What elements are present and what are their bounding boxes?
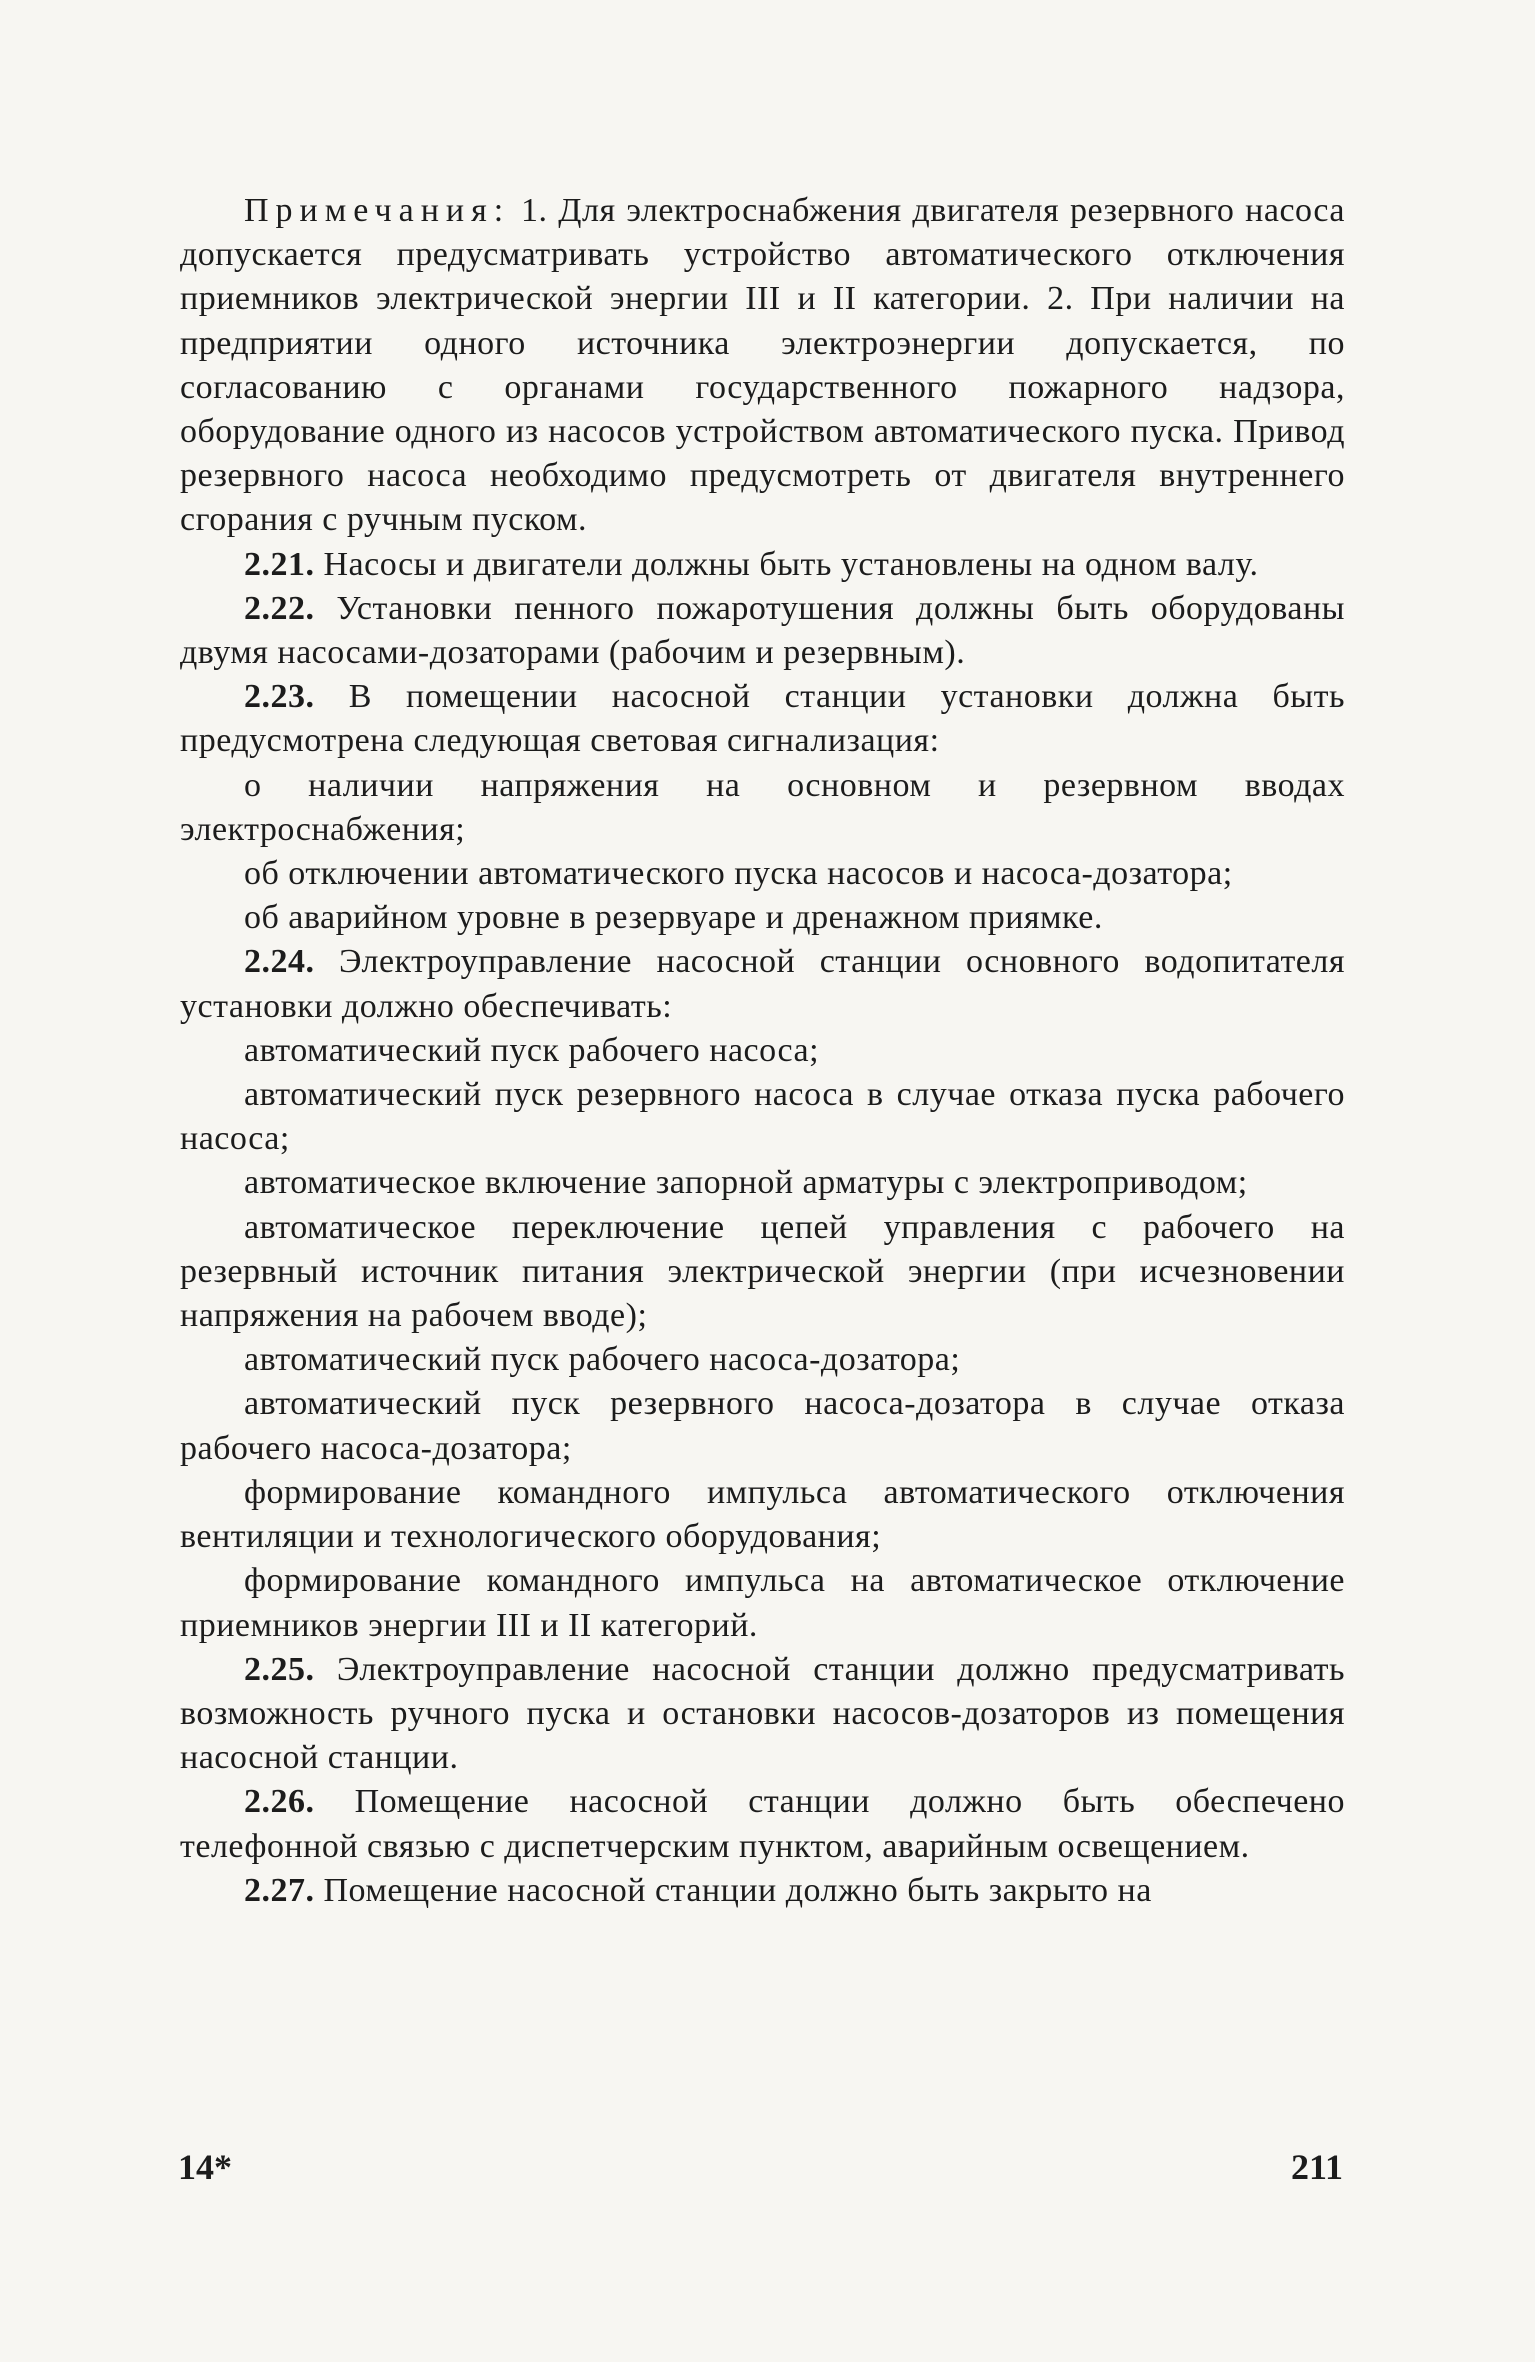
section-text: Электроуправление насосной станции должно предусматривать возможность ручного пуска и остановки насосов-дозаторов из помещения насосной станции. bbox=[180, 1650, 1345, 1777]
signature-mark: 14* bbox=[178, 2147, 232, 2187]
list-item: о наличии напряжения на основном и резервном вводах электроснабжения; bbox=[180, 766, 1345, 848]
section-number: 2.24. bbox=[244, 943, 315, 981]
section-number: 2.25. bbox=[244, 1650, 315, 1688]
section-number: 2.26. bbox=[244, 1783, 315, 1821]
page-footer bbox=[178, 2146, 1343, 2188]
list-item: автоматическое включение запорной арматуры с электроприводом; bbox=[244, 1164, 1248, 1202]
section-text: Помещение насосной станции должно быть закрыто на bbox=[314, 1871, 1152, 1909]
notes-text: 1. Для электроснабжения двигателя резервного насоса допускается предусматривать устройство автоматического отключения приемников электрической энергии III и II категории. 2. При наличии на предприятии одного источника электроэнергии допускается, по согласованию с органами государственного пожарного надзора, оборудование одного из насосов устройством автоматического пуска. Привод резервного насоса необходимо предусмотреть от двигателя внутреннего сгорания с ручным пуском. bbox=[180, 192, 1345, 539]
list-item: об отключении автоматического пуска насосов и насоса-дозатора; bbox=[244, 855, 1233, 893]
page-body bbox=[180, 189, 1345, 1913]
list-item: автоматический пуск рабочего насоса-дозатора; bbox=[244, 1341, 961, 1379]
section-2-25 bbox=[180, 1648, 1345, 1781]
section-2-24 bbox=[180, 940, 1345, 1028]
section-2-22 bbox=[180, 587, 1345, 675]
list-item: автоматический пуск рабочего насоса; bbox=[244, 1031, 820, 1069]
section-number: 2.27. bbox=[244, 1871, 315, 1909]
section-2-27 bbox=[180, 1869, 1345, 1913]
notes-label: Примечания: bbox=[244, 192, 511, 229]
section-number: 2.22. bbox=[244, 589, 315, 627]
section-2-23 bbox=[180, 675, 1345, 763]
section-text: Электроуправление насосной станции основного водопитателя установки должно обеспечивать: bbox=[180, 943, 1345, 1025]
page-number: 211 bbox=[1290, 2147, 1343, 2187]
section-text: В помещении насосной станции установки должна быть предусмотрена следующая световая сигнализация: bbox=[180, 678, 1345, 760]
section-text: Установки пенного пожаротушения должны быть оборудованы двумя насосами-дозаторами (рабочим и резервным). bbox=[180, 589, 1345, 672]
section-number: 2.23. bbox=[244, 678, 315, 716]
section-2-26 bbox=[180, 1780, 1345, 1868]
list-item: формирование командного импульса на автоматическое отключение приемников энергии III и II категорий. bbox=[180, 1562, 1345, 1644]
list-item: формирование командного импульса автоматического отключения вентиляции и технологического оборудования; bbox=[180, 1473, 1345, 1556]
list-item: автоматическое переключение цепей управления с рабочего на резервный источник питания электрической энергии (при исчезновении напряжения на рабочем вводе); bbox=[180, 1208, 1345, 1335]
section-text: Насосы и двигатели должны быть установлены на одном валу. bbox=[314, 545, 1259, 583]
notes-paragraph bbox=[180, 189, 1345, 543]
section-number: 2.21. bbox=[244, 545, 315, 583]
list-item: автоматический пуск резервного насоса-дозатора в случае отказа рабочего насоса-дозатора; bbox=[180, 1385, 1345, 1467]
list-item: об аварийном уровне в резервуаре и дренажном приямке. bbox=[244, 899, 1103, 937]
section-2-21 bbox=[180, 543, 1345, 587]
list-item: автоматический пуск резервного насоса в случае отказа пуска рабочего насоса; bbox=[180, 1076, 1345, 1158]
section-text: Помещение насосной станции должно быть обеспечено телефонной связью с диспетчерским пунктом, аварийным освещением. bbox=[180, 1783, 1345, 1865]
